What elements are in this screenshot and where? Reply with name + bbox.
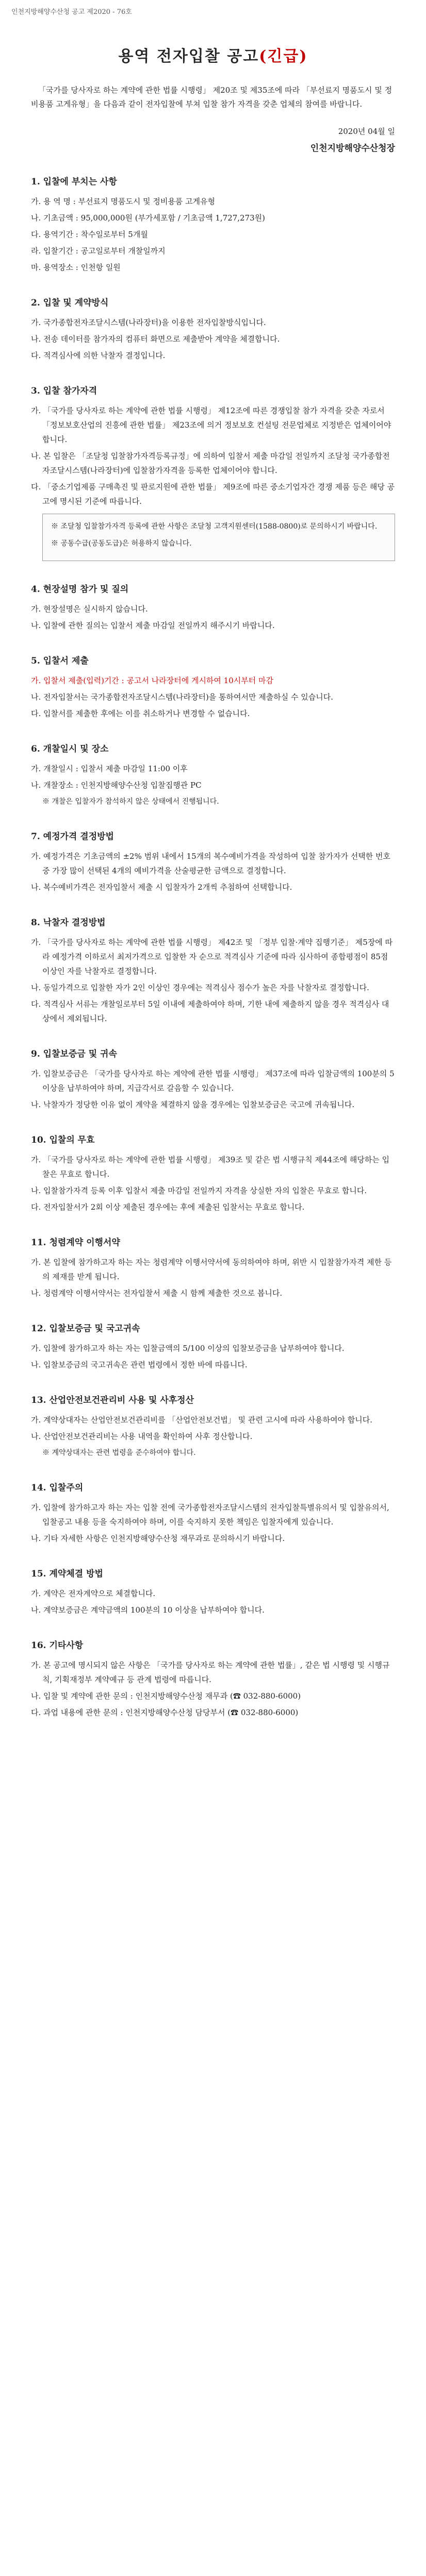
list-item: 가. 입찰에 참가하고자 하는 자는 입찰금액의 5/100 이상의 입찰보증금을 납부하여야 합니다.: [31, 1344, 345, 1353]
section-notes: [42, 1447, 395, 1460]
announcement-number: 인천지방해양수산청 공고 제2020 - 76호: [11, 8, 132, 16]
list-item: 가. 입찰보증금은 「국가를 당사자로 하는 계약에 관한 법률 시행령」 제37조에 따라 입찰금액의 100분의 5 이상을 납부하여야 하며, 지급각서로 갈음할 수 있습니다.: [31, 1069, 395, 1093]
section-title: 7. 예정가격 결정방법: [31, 832, 114, 842]
list-item: 다. 용역기간 : 착수일로부터 5개월: [31, 230, 148, 239]
list-item: 가. 「국가를 당사자로 하는 계약에 관한 법률 시행령」 제39조 및 같은 법 시행규칙 제44조에 해당하는 입찰은 무효로 합니다.: [31, 1155, 390, 1179]
section-items: [31, 849, 395, 894]
section-items: [31, 1066, 395, 1112]
section-items: [31, 1413, 395, 1444]
section-title: 4. 현장설명 참가 및 질의: [31, 584, 129, 595]
list-item: 나. 전송 데이터를 참가자의 컴퓨터 화면으로 제출받아 계약을 체결합니다.: [31, 334, 280, 344]
section-title: 13. 산업안전보건관리비 사용 및 사후정산: [31, 1395, 194, 1405]
list-item: 가. 계약상대자는 산업안전보건관리비를 「산업안전보건법」 및 관련 고시에 따라 사용하여야 합니다.: [31, 1415, 373, 1425]
list-item: 나. 기타 자세한 사항은 인천지방해양수산청 재무과로 문의하시기 바랍니다.: [31, 1534, 285, 1543]
section: [31, 174, 395, 275]
document-date: 2020년 04월 일: [338, 127, 395, 136]
page-title: [31, 43, 395, 66]
section: [31, 1393, 395, 1460]
section-title: 11. 청렴계약 이행서약: [31, 1238, 120, 1248]
section-items: [31, 761, 395, 792]
list-item: 라. 입찰기간 : 공고일로부터 개찰일까지: [31, 246, 166, 256]
intro-paragraph: 「국가를 당사자로 하는 계약에 관한 법률 시행령」 제20조 및 제35조에 따라 「부선료지 명품도시 및 정비용품 고게유형」을 다음과 같이 전자입찰에 부쳐 입찰 참가 자격을 갖춘 업체의 참여를 바랍니다.: [31, 86, 392, 109]
list-item: 나. 전자입찰서는 국가종합전자조달시스템(나라장터)을 통하여서만 제출하실 수 있습니다.: [31, 692, 333, 702]
section-items: [31, 1255, 395, 1300]
section-notes: [42, 795, 395, 808]
section: [31, 1321, 395, 1372]
title-urgent-badge: (긴급): [259, 47, 308, 65]
section-items: [31, 194, 395, 275]
list-item: 나. 입찰에 관한 질의는 입찰서 제출 마감일 전일까지 해주시기 바랍니다.: [31, 621, 275, 630]
list-item: 나. 계약보증금은 계약금액의 100분의 10 이상을 납부하여야 합니다.: [31, 1605, 265, 1615]
section: [31, 582, 395, 633]
section-title: 8. 낙찰자 결정방법: [31, 918, 106, 928]
section-title: 14. 입찰주의: [31, 1483, 84, 1493]
list-item: 다. 적격심사 서류는 개찰일로부터 5일 이내에 제출하여야 하며, 기한 내에 제출하지 않을 경우 적격심사 대상에서 제외됩니다.: [31, 999, 389, 1023]
section-title: 1. 입찰에 부치는 사항: [31, 177, 117, 187]
list-item: 다. 전자입찰서가 2회 이상 제출된 경우에는 후에 제출된 입찰서는 무효로 합니다.: [31, 1202, 305, 1212]
section: [31, 383, 395, 561]
list-item: 가. 입찰에 참가하고자 하는 자는 입찰 전에 국가종합전자조달시스템의 전자입찰특별유의서 및 입찰유의서, 입찰공고 내용 등을 숙지하여야 하며, 이를 숙지하지 못한 책임은 입찰자에게 있습니다.: [31, 1503, 389, 1527]
section: [31, 1046, 395, 1112]
list-item: 다. 입찰서를 제출한 후에는 이를 취소하거나 변경할 수 없습니다.: [31, 709, 250, 718]
section-title: 10. 입찰의 무효: [31, 1135, 95, 1145]
section: [31, 295, 395, 363]
list-item: 가. 용 역 명 : 부선료지 명품도시 및 정비용품 고게유형: [31, 197, 216, 206]
note-text: ※ 공동수급(공동도급)은 허용하지 않습니다.: [51, 539, 192, 548]
list-item: 나. 개찰장소 : 인천지방해양수산청 입찰집행관 PC: [31, 781, 202, 790]
issuer-name: 인천지방해양수산청장: [310, 143, 395, 154]
section-items: [31, 1341, 395, 1372]
section-items: [31, 602, 395, 633]
section-title: 2. 입찰 및 계약방식: [31, 298, 109, 308]
sections-container: [31, 174, 395, 1720]
title-main: 용역 전자입찰 공고: [118, 47, 259, 65]
section: [31, 1638, 395, 1720]
document-header: [11, 7, 132, 18]
list-item: 나. 입찰보증금의 국고귀속은 관련 법령에서 정한 바에 따릅니다.: [31, 1360, 248, 1369]
list-item: 가. 본 입찰에 참가하고자 하는 자는 청렴계약 이행서약서에 동의하여야 하며, 위반 시 입찰참가자격 제한 등의 제재를 받게 됩니다.: [31, 1258, 392, 1281]
note-text: ※ 조달청 입찰참가자격 등록에 관한 사항은 조달청 고객지원센터(1588-0800)로 문의하시기 바랍니다.: [51, 522, 378, 531]
section-items: [31, 1500, 395, 1546]
list-item: 다. 적격심사에 의한 낙찰자 결정입니다.: [31, 351, 166, 360]
section-items: [31, 403, 395, 509]
list-item: 다. 과업 내용에 관한 문의 : 인천지방해양수산청 담당부서 (☎ 032-880-6000): [31, 1708, 299, 1717]
section-title: 12. 입찰보증금 및 국고귀속: [31, 1324, 140, 1334]
section-items: [31, 673, 395, 721]
section: [31, 915, 395, 1026]
document-body: [31, 43, 395, 1722]
list-item: 나. 청렴계약 이행서약서는 전자입찰서 제출 시 함께 제출한 것으로 봅니다.: [31, 1289, 283, 1298]
section: [31, 1566, 395, 1617]
list-item: 가. 개찰일시 : 입찰서 제출 마감일 11:00 이후: [31, 764, 188, 773]
section-items: [31, 1586, 395, 1617]
section-title: 9. 입찰보증금 및 귀속: [31, 1049, 117, 1059]
note-text: ※ 개찰은 입찰자가 참석하지 않은 상태에서 진행됩니다.: [42, 798, 219, 806]
list-item: 가. 「국가를 당사자로 하는 계약에 관한 법률 시행령」 제42조 및 「정부 입찰·계약 집행기준」 제5장에 따라 예정가격 이하로서 최저가격으로 입찰한 자 순으로 적격심사 기준에 따라 심사하여 종합평점이 85점 이상인 자를 낙찰자로 결정합니다.: [31, 938, 393, 976]
list-item: 나. 입찰참가자격 등록 이후 입찰서 제출 마감일 전일까지 자격을 상실한 자의 입찰은 무효로 합니다.: [31, 1186, 367, 1195]
note-text: ※ 계약상대자는 관련 법령을 준수하여야 합니다.: [42, 1449, 196, 1457]
list-item: 나. 입찰 및 계약에 관한 문의 : 인천지방해양수산청 재무과 (☎ 032-880-6000): [31, 1691, 301, 1701]
list-item: 다. 「중소기업제품 구매촉진 및 판로지원에 관한 법률」 제9조에 따른 중소기업자간 경쟁 제품 등은 해당 공고에 명시된 기준에 따릅니다.: [31, 482, 395, 506]
list-item: 나. 본 입찰은 「조달청 입찰참가자격등록규정」에 의하여 입찰서 제출 마감일 전일까지 조달청 국가종합전자조달시스템(나라장터)에 입찰참가자격을 등록한 업체이어야 합니다.: [31, 451, 390, 475]
section-title: 5. 입찰서 제출: [31, 656, 89, 666]
list-item: 가. 계약은 전자계약으로 체결합니다.: [31, 1589, 156, 1598]
section: [31, 1480, 395, 1546]
list-item: 가. 입찰서 제출(입력)기간 : 공고서 나라장터에 게시하여 10시부터 마감: [31, 676, 273, 685]
list-item: 나. 낙찰자가 정당한 이유 없이 계약을 체결하지 않을 경우에는 입찰보증금은 국고에 귀속됩니다.: [31, 1100, 355, 1109]
section-title: 15. 계약체결 방법: [31, 1569, 103, 1579]
section: [31, 653, 395, 721]
list-item: 나. 복수예비가격은 전자입찰서 제출 시 입찰자가 2개씩 추첨하여 선택합니다.: [31, 883, 292, 892]
section-title: 16. 기타사항: [31, 1640, 84, 1651]
section-title: 6. 개찰일시 및 장소: [31, 744, 109, 754]
section-title: 3. 입찰 참가자격: [31, 386, 97, 396]
section-items: [31, 935, 395, 1026]
list-item: 나. 기초금액 : 95,000,000원 (부가세포함 / 기초금액 1,727,273원): [31, 213, 266, 223]
section-items: [31, 315, 395, 363]
section: [31, 1132, 395, 1214]
list-item: 가. 국가종합전자조달시스템(나라장터)을 이용한 전자입찰방식입니다.: [31, 318, 266, 327]
list-item: 마. 용역장소 : 인천항 일원: [31, 263, 121, 272]
section: [31, 829, 395, 894]
list-item: 가. 예정가격은 기초금액의 ±2% 범위 내에서 15개의 복수예비가격을 작성하여 입찰 참가자가 선택한 번호 중 가장 많이 선택된 4개의 예비가격을 산술평균한 금액으로 결정합니다.: [31, 852, 391, 875]
list-item: 나. 동일가격으로 입찰한 자가 2인 이상인 경우에는 적격심사 점수가 높은 자를 낙찰자로 결정합니다.: [31, 983, 369, 992]
section: [31, 1235, 395, 1300]
section-items: [31, 1153, 395, 1214]
section-items: [31, 1658, 395, 1720]
list-item: 가. 본 공고에 명시되지 않은 사항은 「국가를 당사자로 하는 계약에 관한 법률」, 같은 법 시행령 및 시행규칙, 기획재정부 계약예규 등 관계 법령에 따릅니다.: [31, 1660, 390, 1684]
note-box: [42, 514, 395, 561]
list-item: 가. 현장설명은 실시하지 않습니다.: [31, 604, 148, 614]
section: [31, 741, 395, 808]
list-item: 나. 산업안전보건관리비는 사용 내역을 확인하여 사후 정산합니다.: [31, 1432, 253, 1441]
list-item: 가. 「국가를 당사자로 하는 계약에 관한 법률 시행령」 제12조에 따른 경쟁입찰 참가 자격을 갖춘 자로서 「정보보호산업의 진흥에 관한 법률」 제23조에 의거 정보보호 컨설팅 전문업체로 지정받은 업체이어야 합니다.: [31, 406, 391, 444]
